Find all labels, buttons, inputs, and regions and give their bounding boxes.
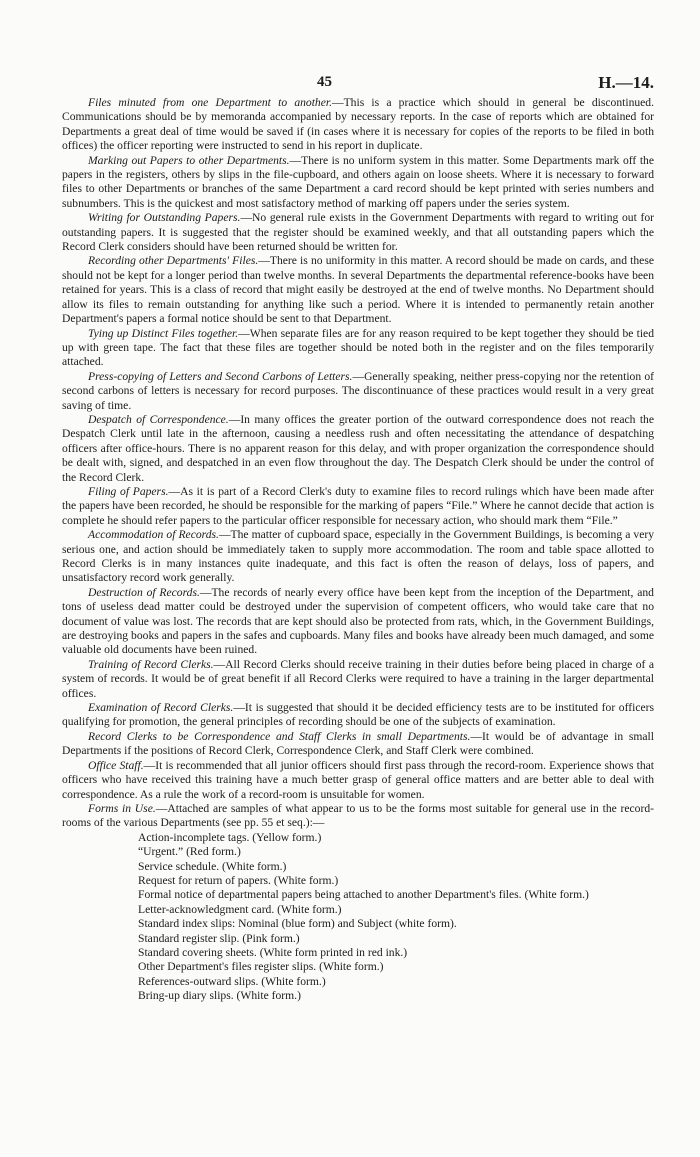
list-item: Letter-acknowledgment card. (White form.): [138, 902, 342, 916]
list-item: Standard covering sheets. (White form printed in red ink.): [138, 945, 408, 959]
list-item: Request for return of papers. (White form.): [138, 873, 339, 887]
list-item: Other Department's files register slips. (White form.): [138, 960, 384, 974]
list-item: References-outward slips. (White form.): [138, 974, 326, 988]
paragraph-text: —It would be of advantage in small Departments if the positions of Record Clerk, Correspondence Clerk, and Staff Clerk were combined.: [62, 729, 654, 758]
section-title: Forms in Use.: [88, 801, 156, 815]
body-text: [62, 96, 654, 831]
paragraph-text: —There is no uniformity in this matter. A record should be made on cards, and these should not be kept for a longer period than twelve months. In several Departments the departmental reference-books have been retained for years. This is a class of record that might easily be destroyed at the end of twelve months. No Department should allow its files to remain outstanding for anything like such a period. Where it is intended to permanently retain another Department's papers a formal notice should be sent to that Department.: [62, 254, 654, 326]
paragraph: [62, 211, 654, 254]
paragraph-text: —Generally speaking, neither press-copying nor the retention of second carbons of letters is necessary for record purposes. The discontinuance of these practices would result in a very great saving of time.: [62, 369, 654, 412]
list-item: Service schedule. (White form.): [138, 859, 287, 873]
paragraph: [62, 759, 654, 802]
paragraph: [62, 413, 654, 485]
paragraph: [62, 586, 654, 658]
paragraph-text: —The matter of cupboard space, especially in the Government Buildings, is becoming a very serious one, and action should be immediately taken to supply more accommodation. The room and table space allotted to Record Clerks is in many instances quite inadequate, and this fact is often the reason of delays, loss of papers, and unsatisfactory record work generally.: [62, 528, 654, 585]
section-title: Office Staff.: [88, 758, 144, 772]
paragraph-text: —It is suggested that should it be decided efficiency tests are to be instituted for officers qualifying for promotion, the general principles of recording should be one of the subjects of examination.: [62, 701, 654, 729]
section-title: Accommodation of Records.: [88, 528, 219, 542]
paragraph-text: —No general rule exists in the Government Departments with regard to writing out for outstanding papers. It is suggested that the register should be examined weekly, and that all outstanding papers which the Record Clerk considers should have been returned should be written for.: [62, 211, 655, 254]
list-item: Action-incomplete tags. (Yellow form.): [138, 830, 322, 844]
paragraph-text: —There is no uniform system in this matter. Some Departments mark off the papers in the registers, others by slips in the file-cupboard, and others again on loose sheets. Where it is necessary to forward files to other Departments or branches of the same Department a card record should be kept printed with series numbers and subnumbers. This is the quickest and most satisfactory method of marking off papers under the series system.: [62, 153, 654, 210]
paragraph: [62, 658, 654, 701]
paragraph-text: —As it is part of a Record Clerk's duty to examine files to record rulings which have been made after the papers have been recorded, he should be responsible for the marking of papers “File.” Where he cannot decide that action is complete he should refer papers to the particular officer responsible for necessary action, who should mark them “File.”: [62, 484, 654, 527]
paragraph: [62, 327, 654, 370]
paragraph: [62, 485, 654, 528]
document-reference: H.—14.: [598, 73, 654, 92]
section-title: Marking out Papers to other Departments.: [88, 153, 290, 167]
section-title: Press-copying of Letters and Second Carbons of Letters.: [88, 369, 353, 383]
list-item: Bring-up diary slips. (White form.): [138, 989, 301, 1003]
page-header: [62, 0, 654, 96]
section-title: Examination of Record Clerks.: [88, 701, 234, 715]
paragraph: [62, 96, 654, 154]
list-item: “Urgent.” (Red form.): [138, 845, 241, 859]
paragraph-text: —The records of nearly every office have been kept from the inception of the Department, and tons of useless dead matter could be destroyed under the supervision of competent officers, who would take care that no document of value was lost. The records that are kept should also be protected from rats, which, in the Government Buildings, are destroying books and papers in the safes and cupboards. Many files and books have already been much damaged, and some valuable old documents have been ruined.: [62, 585, 654, 657]
list-item: Standard index slips: Nominal (blue form) and Subject (white form).: [138, 917, 457, 931]
page-number: 45: [317, 74, 332, 90]
section-title: Writing for Outstanding Papers.: [88, 211, 241, 225]
paragraph: [62, 370, 654, 413]
paragraph: [62, 528, 654, 586]
paragraph-text: —Attached are samples of what appear to us to be the forms most suitable for general use in the record-rooms of the various Departments (see pp. 55 et seq.):—: [62, 801, 654, 830]
paragraph-text: —In many offices the greater portion of the outward correspondence does not reach the Despatch Clerk until late in the afternoon, causing a needless rush and often necessitating the attendance of despatching officers after office-hours. There is no apparent reason for this delay, and with proper organization the correspondence should be dealt with, signed, and despatched in an even flow throughout the day. The Despatch Clerk should be under the control of the Record Clerk.: [62, 412, 654, 484]
paragraph-text: —When separate files are for any reason required to be kept together they should be tied up with green tape. The fact that these files are together should be noted both in the register and on the files temporarily attached.: [62, 326, 654, 369]
section-title: Destruction of Records.: [88, 585, 200, 599]
section-title: Training of Record Clerks.: [88, 657, 214, 671]
paragraph: [62, 154, 654, 212]
paragraph-text: —This is a practice which should in general be discontinued. Communications should be by memoranda accompanied by necessary reports. In the case of reports which are obtained for Departments a great deal of time would be saved if (in cases where it is necessary for copies of the reports to be filed in both offices) the officer reporting were instructed to send in his report in duplicate.: [62, 96, 654, 153]
paragraph: [62, 254, 654, 326]
paragraph-text: —All Record Clerks should receive training in their duties before being placed in charge of a system of records. It would be of great benefit if all Record Clerks were required to have a training in the larger departmental offices.: [62, 657, 654, 700]
list-item: Standard register slip. (Pink form.): [138, 931, 300, 945]
paragraph: [62, 730, 654, 759]
paragraph: [62, 802, 654, 831]
section-title: Despatch of Correspondence.: [88, 412, 229, 426]
section-title: Filing of Papers.: [88, 484, 169, 498]
section-title: Record Clerks to be Correspondence and Staff Clerks in small Departments.: [88, 729, 471, 743]
list-item: Formal notice of departmental papers being attached to another Department's files. (White form.): [138, 888, 589, 902]
paragraph: [62, 701, 654, 730]
paragraph-text: —It is recommended that all junior officers should first pass through the record-room. Experience shows that officers who have received this training have a much better grasp of general office matters and are better able to deal with correspondence. As a rule the work of a record-room is unsuitable for women.: [62, 758, 654, 801]
section-title: Recording other Departments' Files.: [88, 254, 259, 268]
section-title: Tying up Distinct Files together.: [88, 326, 239, 340]
section-title: Files minuted from one Department to another.: [88, 96, 332, 109]
forms-list: [62, 831, 654, 1004]
